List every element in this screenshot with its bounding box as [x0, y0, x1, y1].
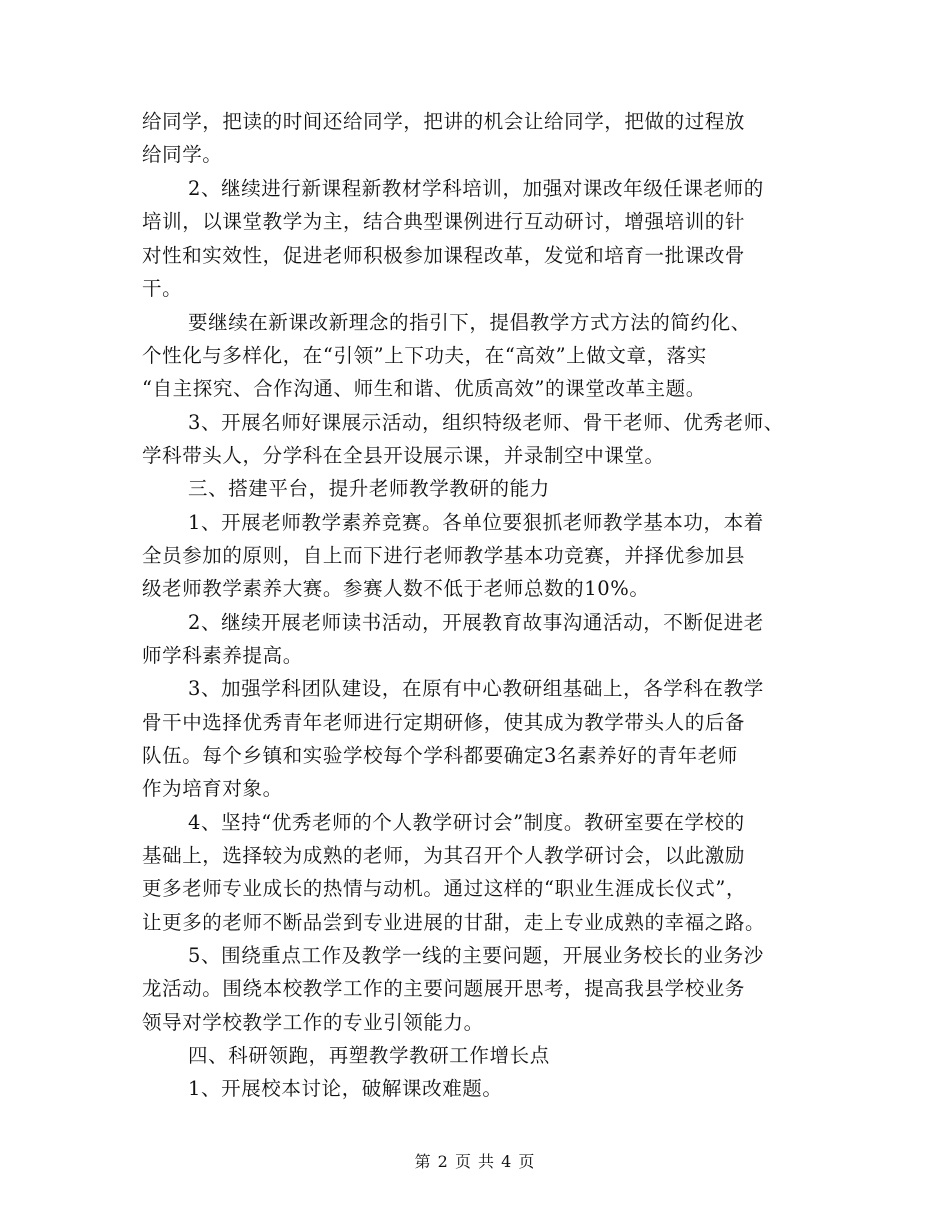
text-line: 2、继续进行新课程新教材学科培训，加强对课改年级任课老师的	[188, 177, 764, 200]
text-line: 3、加强学科团队建设，在原有中心教研组基础上，各学科在教学	[188, 677, 764, 700]
text-line: 培训，以课堂教学为主，结合典型课例进行互动研讨，增强培训的针	[142, 210, 746, 233]
text-line: 作为培育对象。	[142, 777, 283, 800]
text-line: 个性化与多样化，在“引领”上下功夫，在“高效”上做文章，落实	[142, 344, 707, 367]
text-line: “自主探究、合作沟通、师生和谐、优质高效”的课堂改革主题。	[142, 377, 706, 400]
text-line: 领导对学校教学工作的专业引领能力。	[142, 1011, 484, 1034]
text-line: 对性和实效性，促进老师积极参加课程改革，发觉和培育一批课改骨	[142, 244, 746, 267]
text-line: 骨干中选择优秀青年老师进行定期研修，使其成为教学带头人的后备	[142, 711, 746, 734]
section-heading: 三、搭建平台，提升老师教学教研的能力	[188, 477, 550, 500]
text-line: 学科带头人，分学科在全县开设展示课，并录制空中课堂。	[142, 444, 665, 467]
text-line: 要继续在新课改新理念的指引下，提倡教学方式方法的简约化、	[188, 311, 751, 334]
text-line: 2、继续开展老师读书活动，开展教育故事沟通活动，不断促进老	[188, 611, 764, 634]
text-line: 给同学。	[142, 143, 223, 166]
text-line: 1、开展老师教学素养竞赛。各单位要狠抓老师教学基本功，本着	[188, 511, 764, 534]
text-line: 让更多的老师不断品尝到专业进展的甘甜，走上专业成熟的幸福之路。	[142, 911, 766, 934]
text-line: 龙活动。围绕本校教学工作的主要问题展开思考，提高我县学校业务	[142, 977, 746, 1000]
text-line: 更多老师专业成长的热情与动机。通过这样的“职业生涯成长仪式”，	[142, 877, 747, 900]
text-line: 全员参加的原则，自上而下进行老师教学基本功竞赛，并择优参加县	[142, 544, 746, 567]
text-line: 队伍。每个乡镇和实验学校每个学科都要确定3名素养好的青年老师	[142, 744, 738, 767]
text-line: 级老师教学素养大赛。参赛人数不低于老师总数的10%。	[142, 577, 650, 600]
page-number-footer: 第 2 页 共 4 页	[414, 1152, 536, 1171]
text-line: 5、围绕重点工作及教学一线的主要问题，开展业务校长的业务沙	[188, 944, 764, 967]
text-line: 干。	[142, 277, 183, 300]
text-line: 基础上，选择较为成熟的老师，为其召开个人教学研讨会，以此激励	[142, 844, 746, 867]
text-line: 4、坚持“优秀老师的个人教学研讨会”制度。教研室要在学校的	[188, 811, 745, 834]
text-line: 1、开展校本讨论，破解课改难题。	[188, 1077, 503, 1100]
text-line: 给同学，把读的时间还给同学，把讲的机会让给同学，把做的过程放	[142, 110, 746, 133]
text-line: 师学科素养提高。	[142, 644, 303, 667]
section-heading: 四、科研领跑，再塑教学教研工作增长点	[188, 1044, 550, 1067]
text-line: 3、开展名师好课展示活动，组织特级老师、骨干老师、优秀老师、	[188, 411, 784, 434]
